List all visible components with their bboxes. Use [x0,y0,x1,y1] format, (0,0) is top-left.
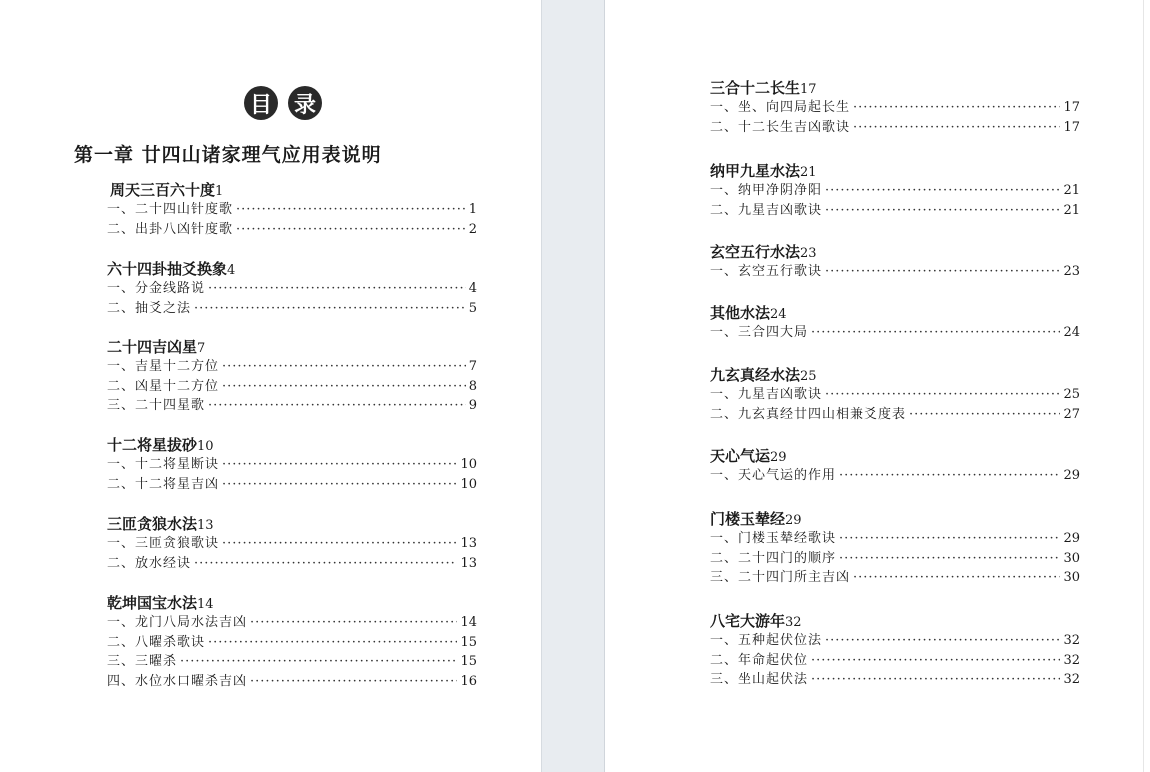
entry-label: 一、龙门八局水法吉凶 [107,615,248,630]
toc-section [710,611,1080,690]
section-title[interactable] [107,514,477,534]
section-title-text: 二十四吉凶星 [107,338,198,356]
dot-leader [811,651,1060,671]
dot-leader [825,631,1060,651]
toc-entry[interactable] [107,377,477,397]
dot-leader [839,466,1060,486]
toc-entry[interactable] [710,405,1080,425]
entry-page-number: 29 [1063,531,1080,546]
dot-leader [909,405,1060,425]
entry-page-number: 21 [1063,183,1080,198]
entry-page-number: 15 [460,634,477,650]
entry-label: 一、吉星十二方位 [107,359,220,374]
dot-leader [853,568,1060,588]
toc-entry[interactable] [107,455,477,475]
entry-label: 四、水位水口曜杀吉凶 [107,673,248,689]
entry-page-number: 25 [1063,387,1080,402]
entry-label: 一、玄空五行歌诀 [710,264,823,279]
section-title[interactable] [107,337,477,357]
entry-page-number: 32 [1063,672,1080,687]
entry-label: 一、纳甲净阴净阳 [710,183,823,198]
section-page-number: 24 [770,307,787,322]
dot-leader [180,652,457,672]
section-title-text: 纳甲九星水法 [710,162,801,180]
section-title-text: 门楼玉辇经 [710,510,786,528]
section-page-number: 14 [197,597,214,612]
toc-entry[interactable] [107,534,477,554]
toc-entry[interactable] [710,98,1080,118]
entry-page-number: 32 [1063,633,1080,648]
entry-page-number: 30 [1063,570,1080,585]
section-title[interactable] [710,303,1080,323]
entry-page-number: 8 [468,378,477,394]
section-title-text: 其他水法 [710,304,771,322]
toc-entry[interactable] [710,201,1080,221]
entry-label: 三、坐山起伏法 [710,672,809,687]
toc-section [107,180,477,239]
book-gutter [541,0,605,772]
dot-leader [839,549,1060,569]
entry-label: 一、五种起伏位法 [710,633,823,648]
dot-leader [194,554,457,574]
section-page-number: 25 [800,369,817,384]
toc-entry[interactable] [107,220,477,240]
entry-label: 一、二十四山针度歌 [107,202,234,217]
toc-entry[interactable] [107,554,477,574]
dot-leader [222,534,457,554]
section-title-text: 八宅大游年 [710,612,786,630]
section-title[interactable] [710,242,1080,262]
toc-entry[interactable] [107,672,477,692]
toc-entry[interactable] [710,529,1080,549]
toc-entry[interactable] [710,651,1080,671]
toc-entry[interactable] [710,568,1080,588]
entry-label: 一、三匝贪狼歌诀 [107,536,220,551]
entry-label: 二、九玄真经廿四山相兼爻度表 [710,406,907,422]
entry-label: 二、抽爻之法 [107,300,192,316]
dot-leader [825,262,1060,282]
section-title[interactable] [710,365,1080,385]
entry-label: 三、二十四星歌 [107,398,206,413]
dot-leader [825,201,1060,221]
dot-leader [853,118,1060,138]
toc-entry[interactable] [107,633,477,653]
toc-entry[interactable] [710,323,1080,343]
section-title-text: 乾坤国宝水法 [107,594,198,612]
entry-label: 一、十二将星断诀 [107,457,220,472]
section-page-number: 32 [785,615,802,630]
heading-char: 录 [288,86,322,120]
entry-page-number: 23 [1063,264,1080,279]
section-title-text: 玄空五行水法 [710,243,801,261]
dot-leader [208,396,466,416]
entry-page-number: 5 [468,300,477,316]
entry-page-number: 24 [1063,325,1080,340]
section-page-number: 4 [227,263,236,278]
entry-page-number: 27 [1063,406,1080,422]
section-title[interactable] [710,611,1080,631]
dot-leader [250,613,457,633]
entry-label: 二、十二长生吉凶歌诀 [710,119,851,135]
toc-entry[interactable] [107,475,477,495]
entry-label: 二、二十四门的顺序 [710,550,837,566]
dot-leader [250,672,457,692]
toc-heading [244,86,322,120]
section-page-number: 1 [215,184,224,199]
toc-section [107,337,477,416]
entry-page-number: 9 [468,398,477,413]
section-title[interactable] [710,509,1080,529]
section-title[interactable] [110,180,477,200]
toc-section [710,509,1080,588]
entry-label: 二、年命起伏位 [710,652,809,668]
toc-entry[interactable] [710,670,1080,690]
page-edge [1143,0,1144,772]
entry-label: 一、天心气运的作用 [710,468,837,483]
section-title[interactable] [710,78,1080,98]
toc-entry[interactable] [107,613,477,633]
toc-entry[interactable] [710,549,1080,569]
entry-label: 一、坐、向四局起长生 [710,100,851,115]
entry-page-number: 14 [460,615,477,630]
entry-page-number: 10 [460,457,477,472]
toc-entry[interactable] [710,118,1080,138]
dot-leader [839,529,1060,549]
dot-leader [825,181,1060,201]
section-title-text: 三合十二长生 [710,79,801,97]
dot-leader [236,220,466,240]
section-title[interactable] [107,435,477,455]
dot-leader [222,377,466,397]
entry-label: 一、分金线路说 [107,281,206,296]
entry-page-number: 32 [1063,652,1080,668]
toc-section [710,303,1080,343]
toc-entry[interactable] [710,262,1080,282]
toc-entry[interactable] [107,279,477,299]
entry-label: 三、二十四门所主吉凶 [710,570,851,585]
section-title-text: 六十四卦抽爻换象 [107,260,228,278]
chapter-title: 第一章 廿四山诸家理气应用表说明 [74,144,382,166]
section-page-number: 10 [197,439,214,454]
section-page-number: 7 [197,341,206,356]
section-page-number: 29 [770,450,787,465]
dot-leader [208,279,466,299]
entry-label: 一、九星吉凶歌诀 [710,387,823,402]
toc-entry[interactable] [710,631,1080,651]
entry-page-number: 2 [468,221,477,237]
dot-leader [811,323,1060,343]
toc-entry[interactable] [710,466,1080,486]
entry-page-number: 17 [1063,119,1080,135]
dot-leader [194,299,466,319]
dot-leader [222,455,457,475]
toc-section [710,446,1080,486]
entry-label: 一、三合四大局 [710,325,809,340]
toc-entry[interactable] [107,357,477,377]
dot-leader [236,200,466,220]
section-title[interactable] [710,446,1080,466]
entry-page-number: 21 [1063,202,1080,218]
section-page-number: 17 [800,82,817,97]
entry-label: 三、三曜杀 [107,654,178,669]
toc-section [710,78,1080,137]
entry-label: 二、出卦八凶针度歌 [107,221,234,237]
dot-leader [222,475,457,495]
entry-page-number: 10 [460,476,477,492]
section-title-text: 三匝贪狼水法 [107,515,198,533]
toc-entry[interactable] [107,396,477,416]
toc-section [107,593,477,691]
dot-leader [208,633,457,653]
entry-label: 二、八曜杀歌诀 [107,634,206,650]
section-page-number: 23 [800,246,817,261]
section-title[interactable] [107,593,477,613]
section-title-text: 九玄真经水法 [710,366,801,384]
entry-page-number: 4 [468,281,477,296]
entry-label: 二、凶星十二方位 [107,378,220,394]
entry-page-number: 16 [460,673,477,689]
section-title[interactable] [710,161,1080,181]
toc-section [710,365,1080,424]
dot-leader [811,670,1060,690]
section-page-number: 21 [800,165,817,180]
entry-page-number: 13 [460,536,477,551]
toc-entry[interactable] [107,200,477,220]
section-title-text: 十二将星拔砂 [107,436,198,454]
toc-entry[interactable] [107,652,477,672]
entry-page-number: 7 [468,359,477,374]
dot-leader [853,98,1060,118]
toc-entry[interactable] [710,181,1080,201]
heading-char: 目 [244,86,278,120]
entry-label: 二、十二将星吉凶 [107,476,220,492]
dot-leader [825,385,1060,405]
section-title[interactable] [107,259,477,279]
section-page-number: 13 [197,518,214,533]
toc-section [710,242,1080,282]
entry-page-number: 13 [460,555,477,571]
toc-section [107,435,477,494]
section-page-number: 29 [785,513,802,528]
dot-leader [222,357,466,377]
section-title-text: 天心气运 [710,447,771,465]
toc-entry[interactable] [107,299,477,319]
toc-section [107,259,477,318]
entry-label: 二、放水经诀 [107,555,192,571]
entry-page-number: 17 [1063,100,1080,115]
entry-page-number: 15 [460,654,477,669]
section-title-text: 周天三百六十度 [110,181,216,199]
toc-entry[interactable] [710,385,1080,405]
entry-page-number: 1 [468,202,477,217]
entry-label: 二、九星吉凶歌诀 [710,202,823,218]
entry-page-number: 30 [1063,550,1080,566]
entry-label: 一、门楼玉辇经歌诀 [710,531,837,546]
toc-section [710,161,1080,220]
toc-section [107,514,477,573]
entry-page-number: 29 [1063,468,1080,483]
